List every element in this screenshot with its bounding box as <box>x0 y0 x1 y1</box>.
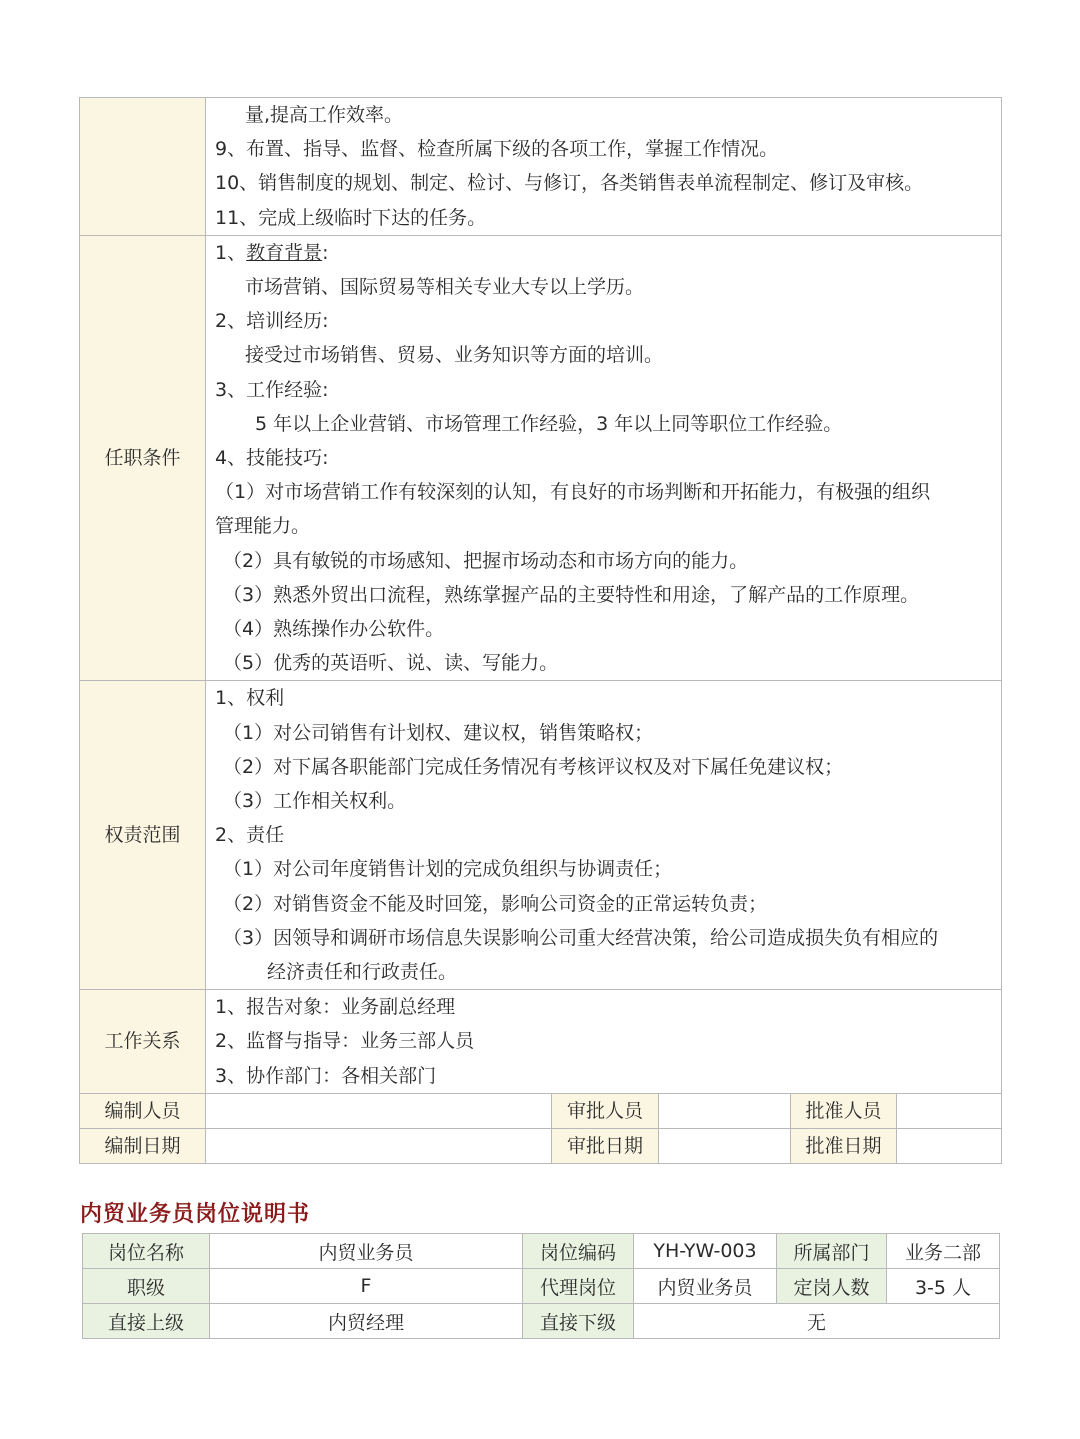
headcount-value: 3-5 人 <box>887 1269 1000 1304</box>
position-info-table <box>82 1233 1000 1339</box>
job-level-value: F <box>210 1269 523 1304</box>
reviewed-by-label: 审批人员 <box>552 1093 659 1128</box>
duties-content <box>206 98 1002 236</box>
position-name-value: 内贸业务员 <box>210 1234 523 1269</box>
department-value: 业务二部 <box>887 1234 1000 1269</box>
direct-superior-value: 内贸经理 <box>210 1304 523 1339</box>
reviewed-by-value[interactable] <box>659 1093 791 1128</box>
job-level-label: 职级 <box>83 1269 210 1304</box>
duty-line: 11、完成上级临时下达的任务。 <box>215 206 487 229</box>
education-heading <box>215 236 993 270</box>
education-number: 1、 <box>215 241 247 264</box>
skills-heading: 4、技能技巧: <box>215 447 329 470</box>
responsibilities-heading: 2、责任 <box>215 824 285 847</box>
approved-date-label: 批准日期 <box>791 1128 897 1163</box>
relations-row <box>80 990 1002 1094</box>
signoff-dates-row <box>80 1128 1002 1163</box>
approved-date-value[interactable] <box>897 1128 1002 1163</box>
relation-item: 3、协作部门：各相关部门 <box>215 1064 437 1087</box>
prepared-date-label: 编制日期 <box>80 1128 206 1163</box>
reviewed-date-label: 审批日期 <box>552 1128 659 1163</box>
skill-item: （5）优秀的英语听、说、读、写能力。 <box>223 652 559 675</box>
headcount-label: 定岗人数 <box>777 1269 887 1304</box>
skill-item-continued: 管理能力。 <box>215 515 311 538</box>
reviewed-date-value[interactable] <box>659 1128 791 1163</box>
authority-row <box>80 681 1002 990</box>
responsibility-item: （3）因领导和调研市场信息失误影响公司重大经营决策，给公司造成损失负有相应的 <box>223 926 939 949</box>
qualifications-row <box>80 235 1002 681</box>
prepared-by-value[interactable] <box>206 1093 552 1128</box>
right-item: （2）对下属各职能部门完成任务情况有考核评议权及对下属任免建议权； <box>223 755 844 778</box>
job-description-table <box>79 97 1002 1164</box>
info-row-1 <box>83 1234 1000 1269</box>
education-text: 市场营销、国际贸易等相关专业大专以上学历。 <box>245 276 645 299</box>
duty-line: 9、布置、指导、监督、检查所属下级的各项工作，掌握工作情况。 <box>215 138 779 161</box>
experience-text: 5 年以上企业营销、市场管理工作经验，3 年以上同等职位工作经验。 <box>255 412 843 435</box>
relation-item: 2、监督与指导：业务三部人员 <box>215 1030 475 1053</box>
rights-heading: 1、权利 <box>215 687 285 710</box>
relations-label: 工作关系 <box>80 990 206 1094</box>
duties-label-cell <box>80 98 206 236</box>
qualifications-label: 任职条件 <box>80 235 206 681</box>
direct-subordinate-value: 无 <box>634 1304 1000 1339</box>
deputy-position-label: 代理岗位 <box>523 1269 634 1304</box>
skill-item: （3）熟悉外贸出口流程，熟练掌握产品的主要特性和用途，了解产品的工作原理。 <box>223 583 920 606</box>
responsibility-item: （1）对公司年度销售计划的完成负组织与协调责任； <box>223 858 673 881</box>
duty-line: 10、销售制度的规划、制定、检讨、与修订，各类销售表单流程制定、修订及审核。 <box>215 172 924 195</box>
approved-by-label: 批准人员 <box>791 1093 897 1128</box>
qualifications-content <box>206 235 1002 681</box>
authority-content <box>206 681 1002 990</box>
position-code-label: 岗位编码 <box>523 1234 634 1269</box>
skill-item: （4）熟练操作办公软件。 <box>223 618 445 641</box>
prepared-date-value[interactable] <box>206 1128 552 1163</box>
signoff-people-row <box>80 1093 1002 1128</box>
position-name-label: 岗位名称 <box>83 1234 210 1269</box>
info-row-3 <box>83 1304 1000 1339</box>
right-item: （1）对公司销售有计划权、建议权，销售策略权； <box>223 721 654 744</box>
section-title: 内贸业务员岗位说明书 <box>80 1201 311 1227</box>
approved-by-value[interactable] <box>897 1093 1002 1128</box>
right-item: （3）工作相关权利。 <box>223 790 407 813</box>
education-colon: : <box>322 241 329 264</box>
relation-item: 1、报告对象：业务副总经理 <box>215 996 456 1019</box>
department-label: 所属部门 <box>777 1234 887 1269</box>
deputy-position-value: 内贸业务员 <box>634 1269 777 1304</box>
experience-heading: 3、工作经验: <box>215 378 329 401</box>
authority-label: 权责范围 <box>80 681 206 990</box>
skill-item: （1）对市场营销工作有较深刻的认知，有良好的市场判断和开拓能力，有极强的组织 <box>215 481 931 504</box>
training-text: 接受过市场销售、贸易、业务知识等方面的培训。 <box>245 344 664 367</box>
relations-content <box>206 990 1002 1094</box>
direct-subordinate-label: 直接下级 <box>523 1304 634 1339</box>
training-heading: 2、培训经历: <box>215 310 329 333</box>
info-row-2 <box>83 1269 1000 1304</box>
prepared-by-label: 编制人员 <box>80 1093 206 1128</box>
duty-line: 量,提高工作效率。 <box>245 104 404 126</box>
responsibility-item: （2）对销售资金不能及时回笼，影响公司资金的正常运转负责； <box>223 892 768 915</box>
education-title: 教育背景 <box>246 241 323 264</box>
position-code-value: YH-YW-003 <box>634 1234 777 1269</box>
direct-superior-label: 直接上级 <box>83 1304 210 1339</box>
duties-row <box>80 98 1002 236</box>
skill-item: （2）具有敏锐的市场感知、把握市场动态和市场方向的能力。 <box>223 549 749 572</box>
responsibility-item-continued: 经济责任和行政责任。 <box>267 961 458 984</box>
